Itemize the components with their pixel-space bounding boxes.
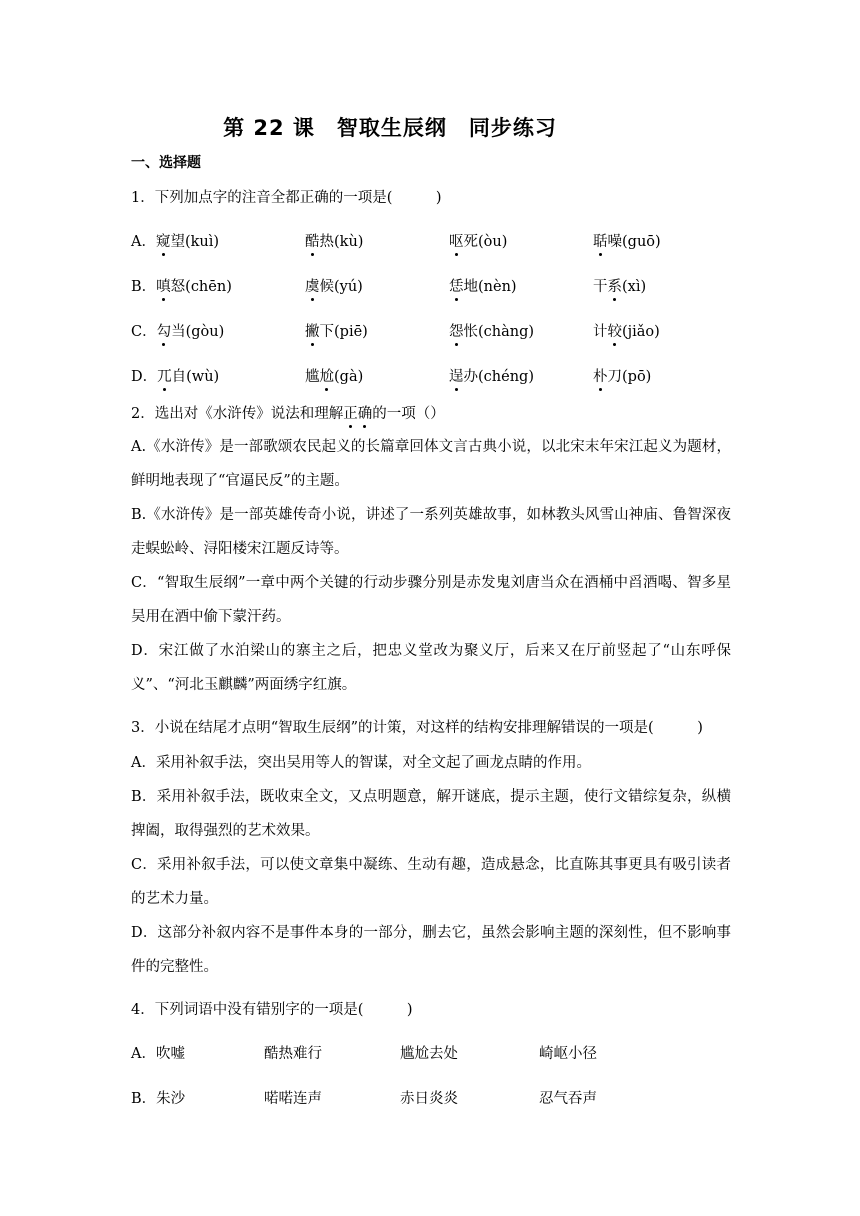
dotted-char: 朴 bbox=[593, 365, 608, 386]
q1-option-row bbox=[131, 230, 771, 250]
word-suffix: 怒(chēn) bbox=[170, 279, 232, 295]
option-label: D． bbox=[131, 369, 158, 385]
q1-option-item bbox=[131, 275, 232, 296]
q3-option-d: D．这部分补叙内容不是事件本身的一部分，删去它，虽然会影响主题的深刻性，但不影响事件的完整性。 bbox=[131, 925, 731, 975]
q3-option-c: C．采用补叙手法，可以使文章集中凝练、生动有趣，造成悬念，比直陈其事更具有吸引读者的艺术力量。 bbox=[131, 857, 731, 907]
q2-stem-emphasis bbox=[343, 406, 372, 422]
word-suffix: 下(piē) bbox=[319, 324, 368, 340]
q1-option-item bbox=[449, 275, 517, 296]
q1-stem: 1．下列加点字的注音全都正确的一项是( ) bbox=[131, 190, 442, 206]
q1-option-item bbox=[305, 320, 368, 341]
q1-option-item bbox=[449, 365, 534, 386]
q1-option-row bbox=[131, 365, 771, 385]
dotted-char: 酷 bbox=[305, 230, 320, 251]
word-suffix: 当(gòu) bbox=[171, 324, 225, 340]
q2-option-d: D．宋江做了水泊梁山的寨主之后，把忠义堂改为聚义厅，后来又在厅前竖起了“山东呼保义”、“河北玉麒麟”两面绣字红旗。 bbox=[131, 643, 731, 693]
q4-option-item: 忍气吞声 bbox=[539, 1091, 597, 1107]
q4-option-item: 尴尬去处 bbox=[400, 1046, 458, 1062]
q1-option-item bbox=[131, 365, 219, 386]
word-suffix: (gà) bbox=[334, 369, 364, 385]
dotted-char: 恁 bbox=[449, 275, 464, 296]
word-suffix: 望(kuì) bbox=[170, 234, 220, 250]
word-suffix: 候(yú) bbox=[319, 279, 363, 295]
q1-option-item bbox=[593, 320, 660, 341]
q4-option-row bbox=[131, 1042, 771, 1062]
q1-option-item bbox=[305, 275, 363, 296]
q4-option-row bbox=[131, 1087, 771, 1107]
word-suffix: 死(òu) bbox=[463, 234, 508, 250]
word-suffix: 刀(pō) bbox=[607, 369, 652, 385]
q2-option-c: C．“智取生辰纲”一章中两个关键的行动步骤分别是赤发鬼刘唐当众在酒桶中舀酒喝、智多星吴用在酒中偷下蒙汗药。 bbox=[131, 575, 731, 625]
q4-stem: 4．下列词语中没有错别字的一项是( ) bbox=[131, 1002, 413, 1018]
word-suffix: 热(kù) bbox=[319, 234, 364, 250]
q1-option-item bbox=[305, 230, 363, 251]
word-suffix: 怅(chàng) bbox=[463, 324, 535, 340]
q4-option-item: 喏喏连声 bbox=[264, 1091, 322, 1107]
word-suffix: 地(nèn) bbox=[463, 279, 517, 295]
q1-option-item bbox=[449, 320, 534, 341]
word-prefix: 干 bbox=[593, 279, 608, 295]
q4-option-item: 赤日炎炎 bbox=[400, 1091, 458, 1107]
dotted-char: 虞 bbox=[305, 275, 320, 296]
page-title: 第 22 课 智取生辰纲 同步练习 bbox=[223, 116, 557, 140]
q2-stem-dot-char-2: 确 bbox=[358, 402, 373, 423]
dotted-char: 较 bbox=[608, 320, 623, 341]
q4-option-item: 崎岖小径 bbox=[539, 1046, 597, 1062]
dotted-char: 兀 bbox=[157, 365, 172, 386]
word-suffix: (jiǎo) bbox=[622, 324, 660, 340]
word-suffix: 自(wù) bbox=[171, 369, 220, 385]
q1-option-item bbox=[593, 275, 646, 296]
q1-option-row bbox=[131, 320, 771, 340]
q1-option-item bbox=[131, 320, 224, 341]
dotted-char: 嗔 bbox=[156, 275, 171, 296]
word-suffix: (xì) bbox=[622, 279, 647, 295]
q2-stem-pre: 2．选出对《水浒传》说法和理解 bbox=[131, 406, 344, 422]
q3-stem: 3．小说在结尾才点明“智取生辰纲”的计策，对这样的结构安排理解错误的一项是( ) bbox=[131, 720, 703, 736]
option-label: A． bbox=[131, 234, 156, 250]
word-suffix: 噪(guō) bbox=[607, 234, 661, 250]
dotted-char: 勾 bbox=[157, 320, 172, 341]
q1-option-item bbox=[131, 230, 219, 251]
word-prefix: 计 bbox=[593, 324, 608, 340]
q1-option-item bbox=[305, 365, 363, 386]
option-label: B． bbox=[131, 279, 157, 295]
q3-option-a: A．采用补叙手法，突出吴用等人的智谋，对全文起了画龙点睛的作用。 bbox=[131, 755, 591, 771]
q1-option-row bbox=[131, 275, 771, 295]
dotted-char: 聒 bbox=[593, 230, 608, 251]
section-heading: 一、选择题 bbox=[131, 155, 201, 171]
q1-option-item bbox=[593, 230, 661, 251]
dotted-char: 怨 bbox=[449, 320, 464, 341]
word-prefix: 尴 bbox=[305, 369, 320, 385]
q2-stem bbox=[131, 402, 445, 423]
dotted-char: 尬 bbox=[320, 365, 335, 386]
q2-option-a: A.《水浒传》是一部歌颂农民起义的长篇章回体文言古典小说，以北宋末年宋江起义为题材，鲜明地表现了“官逼民反”的主题。 bbox=[131, 439, 731, 489]
dotted-char: 撇 bbox=[305, 320, 320, 341]
dotted-char: 系 bbox=[608, 275, 623, 296]
dotted-char: 呕 bbox=[449, 230, 464, 251]
q1-option-item bbox=[593, 365, 651, 386]
q1-option-item bbox=[449, 230, 507, 251]
word-suffix: 办(chéng) bbox=[463, 369, 534, 385]
q2-option-b: B.《水浒传》是一部英雄传奇小说，讲述了一系列英雄故事，如林教头风雪山神庙、鲁智深夜走蜈蚣岭、浔阳楼宋江题反诗等。 bbox=[131, 507, 731, 557]
q4-option-item: 酷热难行 bbox=[264, 1046, 322, 1062]
q2-stem-dot-char-1: 正 bbox=[343, 402, 358, 423]
q4-option-item: B．朱沙 bbox=[131, 1091, 186, 1107]
q4-option-item: A．吹嘘 bbox=[131, 1046, 185, 1062]
option-label: C． bbox=[131, 324, 157, 340]
q2-stem-post: 的一项（） bbox=[372, 406, 445, 422]
dotted-char: 逞 bbox=[449, 365, 464, 386]
dotted-char: 窥 bbox=[156, 230, 171, 251]
q3-option-b: B．采用补叙手法，既收束全文，又点明题意，解开谜底，提示主题，使行文错综复杂，纵横捭阖，取得强烈的艺术效果。 bbox=[131, 789, 731, 839]
